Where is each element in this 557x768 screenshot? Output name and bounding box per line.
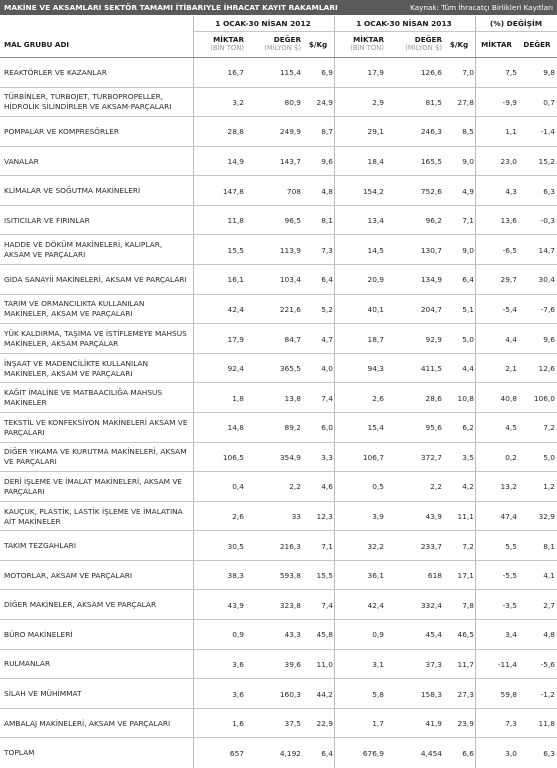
cell-v13: 752,6 [420, 186, 442, 196]
qty-2013-unit: (BİN TON) [350, 44, 384, 52]
cell-vc: 15,2 [538, 157, 555, 167]
cell-u12: 15,5 [316, 571, 333, 581]
table-row [0, 206, 557, 236]
cell-qc: 13,6 [500, 216, 517, 226]
cell-q12: 15,5 [227, 245, 244, 255]
cell-qc: 1,1 [505, 127, 517, 137]
table-row [0, 265, 557, 295]
table-row [0, 502, 557, 532]
cell-qc: 4,3 [505, 186, 517, 196]
cell-q13: 106,7 [362, 452, 384, 462]
cell-q13: 2,6 [372, 393, 384, 403]
cell-qc: 3,4 [505, 630, 517, 640]
cell-v12: 2,2 [289, 482, 301, 492]
cell-q13: 20,9 [367, 275, 384, 285]
cell-v13: 37,3 [425, 659, 442, 669]
cell-q12: 11,8 [227, 216, 244, 226]
cell-v12: 33 [291, 512, 301, 522]
cell-q12: 17,9 [227, 334, 244, 344]
cell-qc: 40,8 [500, 393, 517, 403]
cell-q13: 676,9 [362, 748, 384, 758]
cell-q13: 32,2 [367, 541, 384, 551]
cell-qc: 13,2 [500, 482, 517, 492]
cell-vc: 9,8 [543, 68, 555, 78]
unit-2012-header [303, 33, 333, 55]
cell-q13: 36,1 [367, 571, 384, 581]
cell-v12: 249,9 [279, 127, 301, 137]
cell-u12: 11,0 [316, 659, 333, 669]
cell-vc: 0,7 [543, 97, 555, 107]
cell-q13: 3,1 [372, 659, 384, 669]
cell-vc: 5,0 [543, 452, 555, 462]
group-name: TEKSTİL VE KONFEKSİYON MAKİNELERİ AKSAM VE PARÇALARI [4, 417, 188, 437]
cell-q13: 14,5 [367, 245, 384, 255]
cell-u12: 6,4 [321, 748, 333, 758]
cell-v13: 2,2 [430, 482, 442, 492]
cell-qc: -6,5 [502, 245, 517, 255]
group-name: DİĞER MAKİNELER, AKSAM VE PARÇALAR [4, 600, 157, 610]
qty-2012-label: MİKTAR [213, 35, 244, 44]
cell-q12: 14,8 [227, 423, 244, 433]
table-row [0, 295, 557, 325]
cell-u13: 7,2 [462, 541, 474, 551]
cell-u13: 4,9 [462, 186, 474, 196]
cell-qc: 3,0 [505, 748, 517, 758]
cell-vc: 30,4 [538, 275, 555, 285]
cell-vc: -1,2 [540, 689, 555, 699]
cell-v12: 43,3 [284, 630, 301, 640]
cell-u13: 8,5 [462, 127, 474, 137]
cell-vc: 4,1 [543, 571, 555, 581]
cell-q13: 42,4 [367, 600, 384, 610]
qty-change-header [476, 33, 517, 55]
cell-v13: 4,454 [420, 748, 442, 758]
qty-2013-header [336, 33, 384, 55]
group-name: KAĞIT İMALİNE VE MATBAACILIĞA MAHSUS MAKİNELER [4, 388, 163, 408]
table-row [0, 117, 557, 147]
cell-u12: 4,0 [321, 364, 333, 374]
qty-change-label: MİKTAR [481, 39, 512, 49]
cell-v12: 84,7 [284, 334, 301, 344]
unit-2012-label: $/Kg [308, 39, 328, 49]
group-name: DERİ İŞLEME VE İMALAT MAKİNELERİ, AKSAM VE PARÇALARI [4, 476, 183, 496]
cell-u13: 7,1 [462, 216, 474, 226]
table-row [0, 561, 557, 591]
period-2012-header: 1 OCAK-30 NİSAN 2012 [215, 19, 311, 28]
cell-q12: 3,2 [232, 97, 244, 107]
cell-vc: 1,2 [543, 482, 555, 492]
cell-q13: 94,3 [367, 364, 384, 374]
cell-qc: 5,5 [505, 541, 517, 551]
group-name: DİĞER YIKAMA VE KURUTMA MAKİNELERİ, AKSAM VE PARÇALARI [4, 447, 187, 467]
cell-u12: 12,3 [316, 512, 333, 522]
cell-v13: 92,9 [425, 334, 442, 344]
cell-q13: 1,7 [372, 719, 384, 729]
cell-q13: 18,4 [367, 157, 384, 167]
cell-q13: 0,9 [372, 630, 384, 640]
source-note: Kaynak: Tüm İhracatçı Birlikleri Kayıtları [410, 3, 553, 12]
cell-vc: 12,6 [538, 364, 555, 374]
val-2012-label: DEĞER [273, 35, 301, 44]
cell-q13: 2,9 [372, 97, 384, 107]
cell-u12: 4,8 [321, 186, 333, 196]
table-row [0, 620, 557, 650]
cell-u12: 44,2 [316, 689, 333, 699]
cell-u13: 27,3 [457, 689, 474, 699]
cell-q13: 0,5 [372, 482, 384, 492]
cell-u12: 6,4 [321, 275, 333, 285]
table-row [0, 58, 557, 88]
cell-qc: -9,9 [502, 97, 517, 107]
table-row [0, 147, 557, 177]
cell-u12: 7,1 [321, 541, 333, 551]
cell-v12: 113,9 [279, 245, 301, 255]
cell-v13: 81,5 [425, 97, 442, 107]
cell-u13: 4,2 [462, 482, 474, 492]
cell-u13: 17,1 [457, 571, 474, 581]
table-row [0, 324, 557, 354]
cell-q12: 0,9 [232, 630, 244, 640]
cell-u12: 22,9 [316, 719, 333, 729]
cell-v12: 103,4 [279, 275, 301, 285]
cell-u12: 8,1 [321, 216, 333, 226]
cell-qc: 47,4 [500, 512, 517, 522]
cell-q12: 38,3 [227, 571, 244, 581]
cell-v13: 372,7 [420, 452, 442, 462]
cell-q12: 92,4 [227, 364, 244, 374]
cell-q13: 15,4 [367, 423, 384, 433]
cell-u12: 45,8 [316, 630, 333, 640]
cell-v13: 411,5 [420, 364, 442, 374]
cell-vc: -0,3 [540, 216, 555, 226]
cell-q12: 42,4 [227, 304, 244, 314]
cell-q12: 657 [229, 748, 244, 758]
cell-u13: 23,9 [457, 719, 474, 729]
cell-q12: 3,6 [232, 689, 244, 699]
cell-v12: 37,5 [284, 719, 301, 729]
total-row [0, 738, 557, 768]
cell-v13: 126,6 [420, 68, 442, 78]
cell-u12: 4,6 [321, 482, 333, 492]
group-name: İNŞAAT VE MADENCİLİKTE KULLANILAN MAKİNELER, AKSAM VE PARÇALARI [4, 358, 149, 378]
cell-u12: 5,2 [321, 304, 333, 314]
cell-u13: 6,4 [462, 275, 474, 285]
cell-u12: 8,7 [321, 127, 333, 137]
cell-v12: 708 [286, 186, 301, 196]
cell-v12: 96,5 [284, 216, 301, 226]
cell-u13: 11,7 [457, 659, 474, 669]
group-name: HADDE VE DÖKÜM MAKİNELERİ, KALIPLAR, AKSAM VE PARÇALARI [4, 240, 163, 260]
cell-vc: 9,6 [543, 334, 555, 344]
cell-vc: 4,8 [543, 630, 555, 640]
cell-q12: 16,7 [227, 68, 244, 78]
cell-vc: 106,0 [533, 393, 555, 403]
table-row [0, 443, 557, 473]
cell-vc: -7,6 [540, 304, 555, 314]
cell-q13: 13,4 [367, 216, 384, 226]
cell-u13: 10,8 [457, 393, 474, 403]
val-2013-label: DEĞER [414, 35, 442, 44]
cell-qc: 4,4 [505, 334, 517, 344]
val-2013-unit: (MİLYON $) [405, 44, 442, 52]
group-name: REAKTÖRLER VE KAZANLAR [4, 67, 107, 77]
cell-u13: 5,0 [462, 334, 474, 344]
cell-q12: 3,6 [232, 659, 244, 669]
cell-vc: -5,6 [540, 659, 555, 669]
cell-v13: 618 [427, 571, 442, 581]
cell-q13: 154,2 [362, 186, 384, 196]
cell-q12: 2,6 [232, 512, 244, 522]
table-row [0, 354, 557, 384]
cell-q13: 18,7 [367, 334, 384, 344]
cell-u12: 3,3 [321, 452, 333, 462]
group-name: BÜRO MAKİNELERİ [4, 629, 73, 639]
group-name: SİLAH VE MÜHİMMAT [4, 689, 82, 699]
group-name: MOTORLAR, AKSAM VE PARÇALARI [4, 570, 133, 580]
cell-v13: 45,4 [425, 630, 442, 640]
cell-u12: 24,9 [316, 97, 333, 107]
group-name: TOPLAM [4, 748, 35, 758]
group-name: TAKIM TEZGAHLARI [4, 541, 76, 551]
unit-2013-header [444, 33, 474, 55]
cell-v12: 13,8 [284, 393, 301, 403]
cell-qc: 29,7 [500, 275, 517, 285]
cell-u13: 3,5 [462, 452, 474, 462]
cell-vc: 32,9 [538, 512, 555, 522]
qty-2012-header [196, 33, 244, 55]
group-name: ISITICILAR VE FIRINLAR [4, 215, 90, 225]
val-2012-unit: (MİLYON $) [264, 44, 301, 52]
cell-q12: 106,5 [222, 452, 244, 462]
cell-qc: -3,5 [502, 600, 517, 610]
cell-vc: -1,4 [540, 127, 555, 137]
title-bar [0, 0, 557, 15]
cell-v13: 233,7 [420, 541, 442, 551]
cell-q13: 3,9 [372, 512, 384, 522]
table-row [0, 679, 557, 709]
cell-v13: 43,9 [425, 512, 442, 522]
table-row [0, 531, 557, 561]
cell-u13: 9,0 [462, 157, 474, 167]
cell-v12: 593,8 [279, 571, 301, 581]
cell-q12: 30,5 [227, 541, 244, 551]
cell-q13: 29,1 [367, 127, 384, 137]
group-name: GIDA SANAYİİ MAKİNELERİ, AKSAM VE PARÇALARI [4, 274, 187, 284]
table-row [0, 709, 557, 739]
cell-u12: 7,4 [321, 393, 333, 403]
cell-u13: 7,8 [462, 600, 474, 610]
group-name: KAUÇUK, PLASTİK, LASTİK İŞLEME VE İMALATINA AİT MAKİNELER [4, 506, 183, 526]
cell-u13: 7,0 [462, 68, 474, 78]
cell-u13: 9,0 [462, 245, 474, 255]
cell-v12: 115,4 [279, 68, 301, 78]
cell-v12: 4,192 [279, 748, 301, 758]
cell-v13: 246,3 [420, 127, 442, 137]
cell-q12: 0,4 [232, 482, 244, 492]
cell-v12: 89,2 [284, 423, 301, 433]
cell-u12: 9,6 [321, 157, 333, 167]
unit-2013-label: $/Kg [449, 39, 469, 49]
qty-2013-label: MİKTAR [353, 35, 384, 44]
cell-v12: 80,9 [284, 97, 301, 107]
cell-u12: 4,7 [321, 334, 333, 344]
table-row [0, 88, 557, 118]
cell-q12: 1,6 [232, 719, 244, 729]
cell-qc: -5,4 [502, 304, 517, 314]
qty-2012-unit: (BİN TON) [210, 44, 244, 52]
cell-v12: 323,8 [279, 600, 301, 610]
cell-u13: 6,6 [462, 748, 474, 758]
table-row [0, 472, 557, 502]
val-change-header [518, 33, 556, 55]
cell-u13: 5,1 [462, 304, 474, 314]
group-name: TÜRBİNLER, TURBOJET, TURBOPROPELLER, HİDROLİK SİLİNDİRLER VE AKSAM-PARÇALARI [4, 92, 172, 112]
cell-q12: 43,9 [227, 600, 244, 610]
group-name: TARIM VE ORMANCILIKTA KULLANILAN MAKİNELER, AKSAM VE PARÇALARI [4, 299, 145, 319]
cell-qc: 2,1 [505, 364, 517, 374]
table-row [0, 650, 557, 680]
cell-v13: 332,4 [420, 600, 442, 610]
group-name: POMPALAR VE KOMPRESÖRLER [4, 126, 120, 136]
cell-v13: 28,6 [425, 393, 442, 403]
cell-qc: 59,8 [500, 689, 517, 699]
cell-q12: 147,8 [222, 186, 244, 196]
cell-u13: 11,1 [457, 512, 474, 522]
header-divider [193, 31, 557, 32]
cell-v13: 130,7 [420, 245, 442, 255]
cell-v12: 354,9 [279, 452, 301, 462]
val-2013-header [387, 33, 442, 55]
cell-q13: 5,8 [372, 689, 384, 699]
table-row [0, 236, 557, 266]
cell-vc: 7,2 [543, 423, 555, 433]
cell-u13: 46,5 [457, 630, 474, 640]
cell-vc: 6,3 [543, 186, 555, 196]
group-name: RULMANLAR [4, 659, 51, 669]
group-name: KLİMALAR VE SOĞUTMA MAKİNELERİ [4, 186, 141, 196]
group-name: AMBALAJ MAKİNELERİ, AKSAM VE PARÇALARI [4, 718, 171, 728]
cell-qc: 7,5 [505, 68, 517, 78]
val-change-label: DEĞER [523, 39, 551, 49]
cell-v12: 216,3 [279, 541, 301, 551]
cell-v13: 95,6 [425, 423, 442, 433]
cell-v13: 41,9 [425, 719, 442, 729]
cell-v13: 165,5 [420, 157, 442, 167]
table-row [0, 383, 557, 413]
cell-qc: 23,0 [500, 157, 517, 167]
cell-u13: 6,2 [462, 423, 474, 433]
cell-v12: 221,6 [279, 304, 301, 314]
cell-vc: 2,7 [543, 600, 555, 610]
cell-q13: 17,9 [367, 68, 384, 78]
cell-q12: 1,8 [232, 393, 244, 403]
cell-u12: 7,4 [321, 600, 333, 610]
group-name: YÜK KALDIRMA, TAŞIMA VE İSTİFLEMEYE MAHSUS MAKİNELER, AKSAM PARÇALAR [4, 329, 187, 349]
cell-vc: 14,7 [538, 245, 555, 255]
table-row [0, 176, 557, 206]
cell-v13: 96,2 [425, 216, 442, 226]
cell-qc: 0,2 [505, 452, 517, 462]
cell-q12: 14,9 [227, 157, 244, 167]
group-name-header: MAL GRUBU ADI [4, 40, 70, 49]
cell-u12: 6,9 [321, 68, 333, 78]
table-row [0, 413, 557, 443]
cell-qc: -5,5 [502, 571, 517, 581]
cell-vc: 11,8 [538, 719, 555, 729]
cell-u12: 7,3 [321, 245, 333, 255]
change-header: (%) DEĞİŞİM [489, 19, 543, 28]
cell-u13: 27,8 [457, 97, 474, 107]
cell-qc: 4,5 [505, 423, 517, 433]
cell-v12: 39,6 [284, 659, 301, 669]
cell-qc: 7,3 [505, 719, 517, 729]
cell-v12: 365,5 [279, 364, 301, 374]
cell-q13: 40,1 [367, 304, 384, 314]
cell-v12: 143,7 [279, 157, 301, 167]
table-title: MAKİNE VE AKSAMLARI SEKTÖR TAMAMI İTİBARIYLE İHRACAT KAYIT RAKAMLARI [4, 3, 338, 12]
cell-u12: 6,0 [321, 423, 333, 433]
cell-vc: 6,3 [543, 748, 555, 758]
group-name: VANALAR [4, 156, 39, 166]
period-2013-header: 1 OCAK-30 NİSAN 2013 [356, 19, 452, 28]
cell-qc: -11,4 [497, 659, 517, 669]
cell-vc: 8,1 [543, 541, 555, 551]
cell-v13: 158,3 [420, 689, 442, 699]
cell-v13: 204,7 [420, 304, 442, 314]
val-2012-header [246, 33, 301, 55]
table-row [0, 591, 557, 621]
cell-q12: 16,1 [227, 275, 244, 285]
cell-v12: 160,3 [279, 689, 301, 699]
cell-q12: 28,8 [227, 127, 244, 137]
cell-v13: 134,9 [420, 275, 442, 285]
cell-u13: 4,4 [462, 364, 474, 374]
